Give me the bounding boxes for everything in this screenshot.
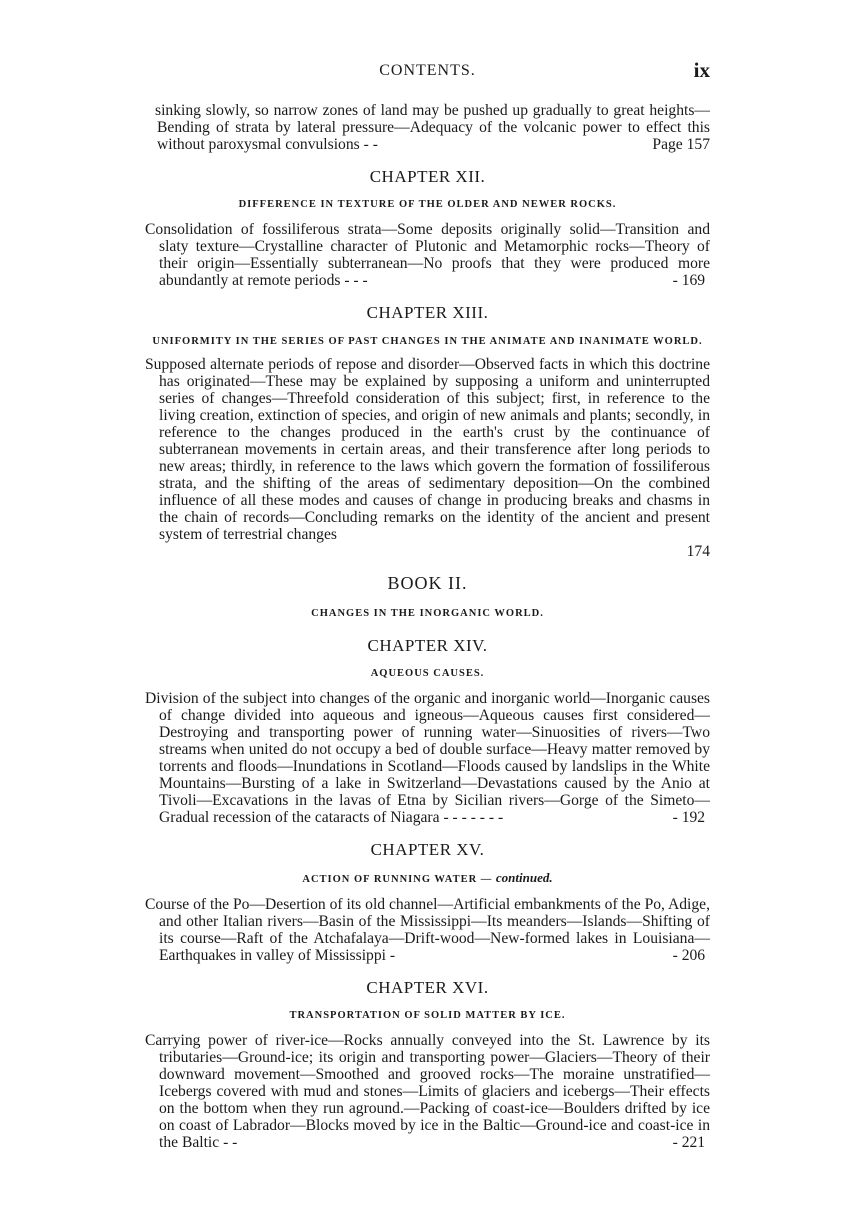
book-2-heading: BOOK II. xyxy=(387,573,468,593)
book-2-subtitle: CHANGES IN THE INORGANIC WORLD. xyxy=(311,608,544,619)
chapter-13-heading: CHAPTER XIII. xyxy=(366,303,489,322)
chapter-15-entry xyxy=(145,896,710,964)
chapter-15-heading: CHAPTER XV. xyxy=(370,840,485,859)
chapter-15-subtitle xyxy=(145,870,710,888)
chapter-14-subtitle: AQUEOUS CAUSES. xyxy=(370,668,485,679)
chapter-16-text: Carrying power of river-ice—Rocks annually conveyed into the St. Lawrence by its tributaries—Ground-ice; its origin and transporting power—Glaciers—Theory of their downward movement—Smoothed and grooved rocks—The moraine unstratified—Icebergs covered with mud and stones—Limits of glaciers and icebergs—Their effects on the bottom when they run aground.—Packing of coast-ice—Boulders drifted by ice on coast of Labrador—Blocks moved by ice in the Baltic—Ground-ice and coast-ice in the Baltic - - xyxy=(145,1032,710,1151)
chapter-16-heading: CHAPTER XVI. xyxy=(366,978,489,997)
running-head xyxy=(145,58,710,88)
contents-page xyxy=(145,58,710,1151)
intro-entry xyxy=(145,102,710,153)
chapter-12-entry xyxy=(145,221,710,289)
chapter-13-subtitle: UNIFORMITY IN THE SERIES OF PAST CHANGES IN THE ANIMATE AND INANIMATE WORLD. xyxy=(152,336,703,347)
chapter-16-page: - 221 xyxy=(672,1134,706,1151)
chapter-14-text: Division of the subject into changes of the organic and inorganic world—Inorganic causes of change divided into aqueous and igneous—Aqueous causes first considered—Destroying and transporting power of running water—Sinuosities of rivers—Two streams when united do not occupy a bed of double surface—Heavy matter removed by torrents and floods—Inundations in Scotland—Floods caused by landslips in the White Mountains—Bursting of a lake in Switzerland—Devastations caused by the Anio at Tivoli—Excavations in the lavas of Etna by Sicilian rivers—Gorge of the Simeto—Gradual recession of the cataracts of Niagara - - - - - - - xyxy=(145,690,710,826)
chapter-12-page: - 169 xyxy=(672,272,706,289)
chapter-13-entry: Supposed alternate periods of repose and disorder—Observed facts in which this doctrine has originated—These may be explained by supposing a uniform and uninterrupted series of changes—Threefold consideration of this subject; first, in reference to the living creation, extinction of species, and origin of new animals and plants; secondly, in reference to the changes produced in the earth's crust by the continuance of subterranean movements in certain areas, and their transference after long periods to new areas; thirdly, in reference to the laws which govern the formation of fossiliferous strata, and the shifting of the areas of sedimentary deposition—On the combined influence of all these modes and causes of change in producing breaks and chasms in the chain of records—Concluding remarks on the identity of the ancient and present system of terrestrial changes xyxy=(145,356,710,543)
intro-page: Page 157 xyxy=(652,136,710,153)
chapter-14-heading: CHAPTER XIV. xyxy=(367,636,488,655)
chapter-12-subtitle: DIFFERENCE IN TEXTURE OF THE OLDER AND NEWER ROCKS. xyxy=(238,199,617,210)
running-title: CONTENTS. xyxy=(379,62,476,79)
chapter-14-entry xyxy=(145,690,710,826)
chapter-14-page: - 192 xyxy=(672,809,706,826)
chapter-16-entry xyxy=(145,1032,710,1151)
chapter-15-subtitle-continued: continued. xyxy=(495,870,553,885)
chapter-12-text: Consolidation of fossiliferous strata—Some deposits originally solid—Transition and slaty texture—Crystalline character of Plutonic and Metamorphic rocks—Theory of their origin—Essentially subterranean—No proofs that they were produced more abundantly at remote periods - - - xyxy=(145,221,710,289)
intro-text: sinking slowly, so narrow zones of land may be pushed up gradually to great heights—Bending of strata by lateral pressure—Adequacy of the volcanic power to effect this without paroxysmal convulsions - - xyxy=(155,102,710,153)
page-number: ix xyxy=(693,58,710,82)
chapter-12-heading: CHAPTER XII. xyxy=(369,167,486,186)
chapter-15-text: Course of the Po—Desertion of its old channel—Artificial embankments of the Po, Adige, and other Italian rivers—Basin of the Mississippi—Its meanders—Islands—Shifting of its course—Raft of the Atchafalaya—Drift-wood—New-formed lakes in Louisiana—Earthquakes in valley of Mississippi - xyxy=(145,896,710,964)
chapter-15-page: - 206 xyxy=(672,947,706,964)
chapter-16-subtitle: TRANSPORTATION OF SOLID MATTER BY ICE. xyxy=(289,1010,566,1021)
chapter-15-subtitle-text: ACTION OF RUNNING WATER — xyxy=(302,874,493,885)
chapter-13-page: 174 xyxy=(686,543,710,560)
